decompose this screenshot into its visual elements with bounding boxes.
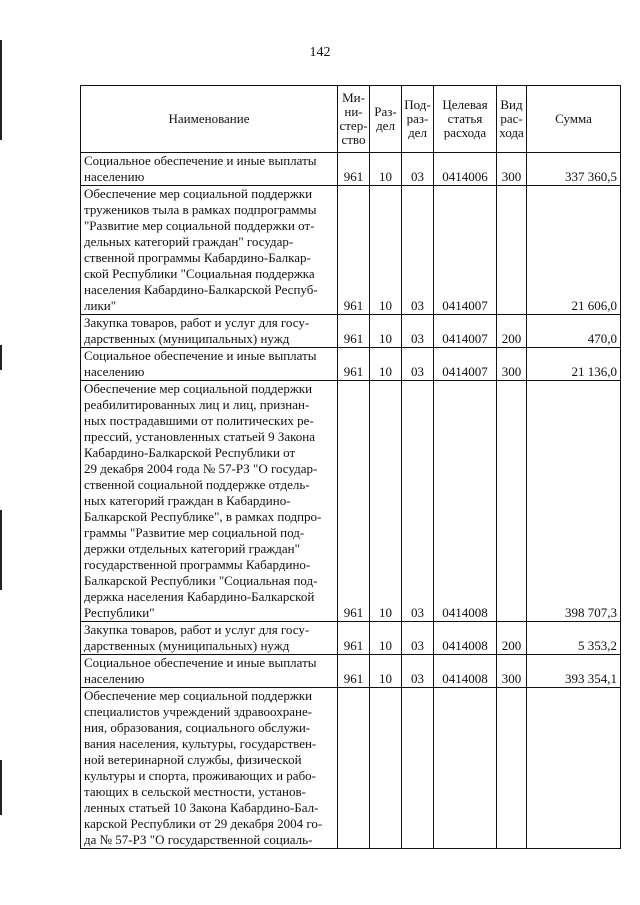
row-name: Закупка товаров, работ и услуг для госу- дарственных (муниципальных) нужд [81, 622, 338, 655]
budget-table [80, 85, 621, 849]
row-subsection: 03 [402, 622, 434, 655]
row-expense-type [497, 381, 527, 622]
row-target: 0414008 [434, 381, 497, 622]
row-subsection: 03 [402, 348, 434, 381]
row-target: 0414006 [434, 153, 497, 186]
header-amount: Сумма [527, 86, 621, 153]
table-row [81, 315, 621, 348]
row-target: 0414008 [434, 622, 497, 655]
row-ministry: 961 [338, 315, 370, 348]
row-section [370, 688, 402, 849]
row-subsection: 03 [402, 381, 434, 622]
table-row [81, 186, 621, 315]
row-amount: 470,0 [527, 315, 621, 348]
row-section: 10 [370, 315, 402, 348]
table-header-row [81, 86, 621, 153]
row-ministry: 961 [338, 622, 370, 655]
row-name: Обеспечение мер социальной поддержки специалистов учреждений здравоохране- ния, образования, социального обслужи- вания населения, культуры, государствен- ной ветеринарной службы, физической культуры и спорта, проживающих и рабо- тающих в сельской местности, установ- ленных статьей 10 Закона Кабардино-Бал- карской Республики от 29 декабря 2004 го- да № 57-РЗ "О государственной социаль- [81, 688, 338, 849]
row-amount: 21 136,0 [527, 348, 621, 381]
header-section: Раз- дел [370, 86, 402, 153]
row-section: 10 [370, 348, 402, 381]
scan-edge-mark-lower [0, 510, 2, 590]
row-ministry: 961 [338, 381, 370, 622]
row-ministry: 961 [338, 655, 370, 688]
row-ministry: 961 [338, 348, 370, 381]
row-ministry [338, 688, 370, 849]
row-target: 0414007 [434, 348, 497, 381]
row-expense-type: 200 [497, 622, 527, 655]
header-expense-type: Вид рас- хода [497, 86, 527, 153]
row-section: 10 [370, 622, 402, 655]
row-amount: 337 360,5 [527, 153, 621, 186]
row-name: Социальное обеспечение и иные выплаты населению [81, 153, 338, 186]
table-row [81, 655, 621, 688]
row-section: 10 [370, 655, 402, 688]
row-target [434, 688, 497, 849]
header-name: Наименование [81, 86, 338, 153]
table-row [81, 381, 621, 622]
row-target: 0414008 [434, 655, 497, 688]
row-name: Обеспечение мер социальной поддержки тружеников тыла в рамках подпрограммы "Развитие мер социальной поддержки от- дельных категорий граждан" государ- ственной программы Кабардино-Балкар- ской Республики "Социальная поддержка населения Кабардино-Балкарской Респуб- лики" [81, 186, 338, 315]
table-row [81, 688, 621, 849]
row-amount [527, 688, 621, 849]
row-name: Обеспечение мер социальной поддержки реабилитированных лиц и лиц, признан- ных пострадавшими от политических ре- прессий, установленных статьей 9 Закона Кабардино-Балкарской Республики от 29 декабря 2004 года № 57-РЗ "О государ- ственной социальной поддержке отдель- ных категорий граждан в Кабардино- Балкарской Республике", в рамках подпро- граммы "Развитие мер социальной под- держки отдельных категорий граждан" государственной программы Кабардино- Балкарской Республики "Социальная под- держка населения Кабардино-Балкарской Республики" [81, 381, 338, 622]
row-section: 10 [370, 153, 402, 186]
row-name: Закупка товаров, работ и услуг для госу- дарственных (муниципальных) нужд [81, 315, 338, 348]
table-row [81, 348, 621, 381]
scan-edge-mark-bottom [0, 760, 2, 815]
row-amount: 5 353,2 [527, 622, 621, 655]
row-amount: 398 707,3 [527, 381, 621, 622]
row-amount: 21 606,0 [527, 186, 621, 315]
row-section: 10 [370, 186, 402, 315]
row-expense-type: 200 [497, 315, 527, 348]
row-expense-type: 300 [497, 348, 527, 381]
row-amount: 393 354,1 [527, 655, 621, 688]
page-number: 142 [309, 45, 331, 60]
row-target: 0414007 [434, 186, 497, 315]
row-expense-type: 300 [497, 655, 527, 688]
row-expense-type [497, 688, 527, 849]
row-subsection: 03 [402, 315, 434, 348]
row-subsection: 03 [402, 186, 434, 315]
row-name: Социальное обеспечение и иные выплаты населению [81, 348, 338, 381]
row-subsection: 03 [402, 153, 434, 186]
row-section: 10 [370, 381, 402, 622]
row-subsection [402, 688, 434, 849]
row-name: Социальное обеспечение и иные выплаты населению [81, 655, 338, 688]
scan-edge-mark-middle [0, 345, 2, 370]
header-subsection: Под- раз- дел [402, 86, 434, 153]
row-ministry: 961 [338, 153, 370, 186]
header-ministry: Ми- ни- стер- ство [338, 86, 370, 153]
row-subsection: 03 [402, 655, 434, 688]
row-expense-type: 300 [497, 153, 527, 186]
row-expense-type [497, 186, 527, 315]
row-ministry: 961 [338, 186, 370, 315]
table-row [81, 622, 621, 655]
table-row [81, 153, 621, 186]
header-target: Целевая статья расхода [434, 86, 497, 153]
row-target: 0414007 [434, 315, 497, 348]
